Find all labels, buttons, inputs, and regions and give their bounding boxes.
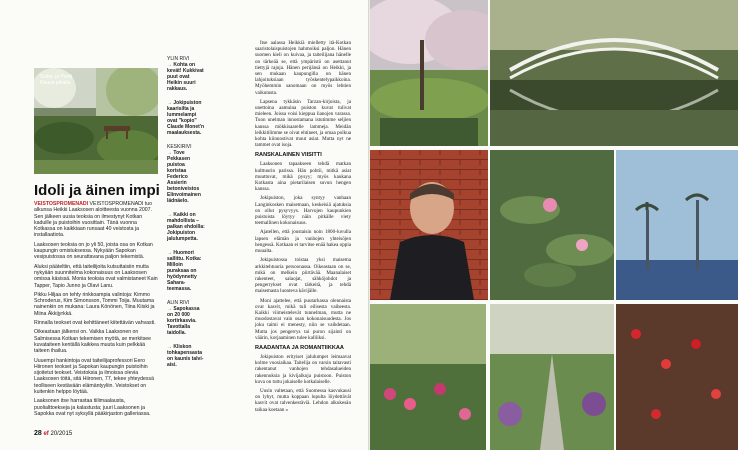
red-berries-photo	[616, 304, 738, 450]
lead-paragraph: Laaksonen itse harrastaa tiilimaalausta, puolialttoekseja ja kalastusta; juuri Laaksonen ja Sapokka ovat nyt syksyllä pääkirjaston galleriassa.	[34, 398, 151, 417]
blossom-tree-photo	[370, 0, 488, 146]
caption-sidebar	[167, 56, 205, 376]
arrow-icon: →	[167, 250, 172, 256]
arrow-icon: →	[167, 150, 172, 156]
body-paragraph: Ajatellen, että joustaisin noin 1800-luvulla lapsen elämän ja vanhojen yhteisöjen hengessä. Kotkaan ei tarvitse enää hakea oppia muualta.	[255, 229, 351, 255]
sidebar-heading: KESKIRIVI	[167, 144, 192, 150]
tulip-bed-photo	[370, 304, 486, 450]
article-title: Idoli ja äinen impi	[34, 182, 160, 199]
sidebar-caption	[167, 100, 205, 136]
lead-paragraph: Oikeastaan jälkensi on. Vaikka Laaksonen on Salmisessa Kotkan tekemisen myötä, se merkitsee kuvataiteen kentällä kaikkea muuta kuin pelkkää taiteen ihailua.	[34, 329, 152, 355]
photo-caption: Sisko- ja Pertti Rauva pihalla	[40, 74, 73, 86]
sidebar-caption	[167, 344, 205, 368]
bridge-image	[490, 0, 738, 146]
lead-column	[34, 201, 158, 420]
body-paragraph: Moni ajattelee, että puutarhassa olennaista ovat kasvit, mikä tuli eilisesta vaiheesta. Kaikki viimeistelevät tunnelman, mutta ne muodostavat vain osan kokonaisuudesta. Jos joku taimi ei menesty, niin se vaihdetaan. Mutta jos pengerrys tai puron sijainti on väärin, korjaaminen tulee kalliiksi.	[255, 297, 351, 341]
path-image	[490, 304, 614, 450]
issue-number: 20/2015	[50, 431, 73, 437]
sidebar-caption	[167, 212, 205, 242]
arrow-icon: →	[167, 62, 172, 68]
arched-bridge-photo	[490, 0, 738, 146]
body-paragraph: Laaksonen tapaakseen tehdä matkan kulttuurin parissa. Hän pohtii, mitkä asiat muuttuvat, mikä pysyy; myös kaukana Kotkasta aina pietarilaisen suvun hengen kanssa.	[255, 161, 351, 193]
sidebar-text: Jokipuiston kaarisilta ja lummelampi ovat "kopio" Claude Monet'n maalauksesta.	[167, 100, 205, 136]
sidebar-text: Kohta on kevät! Kukkivat puut ovat Heikin suuri rakkaus.	[167, 62, 204, 92]
sidebar-text: Huomori sallittu. Kotka: Milloin puraksaa on hyödynnetty Sahara-teemassa.	[167, 250, 202, 292]
sidebar-caption	[167, 56, 205, 92]
portrait-photo	[370, 150, 488, 300]
sidebar-heading: ALIN RIVI	[167, 300, 190, 306]
sidebar-text: Sapokassa on 20 000 kortirkasvia. Tavottalla taidolla.	[167, 306, 200, 336]
garden-path-photo	[490, 304, 614, 450]
arrow-icon: →	[167, 344, 172, 350]
water-lily-photo	[490, 150, 614, 300]
sidebar-caption	[167, 300, 205, 336]
lily-image	[490, 150, 614, 300]
tulip-image	[370, 304, 486, 450]
page-folio	[34, 430, 72, 438]
page-number: 28	[34, 430, 42, 437]
sidebar-caption	[167, 144, 205, 204]
lead-paragraph: Uuuempi hankintoja ovat taiteilijaprofessori Eero Hiironen teokset ja Sapokan kaupungin puistoihin sijoitetut teokset. Veistoksia ja ilmoissa olevia Laaksosen töitä, sitä Hiironen, 77, tekee yhteydessä teolliseen kestävään elämäntyyliin. Veistokset on kuitenkin helppo löytää.	[34, 357, 154, 396]
lead-kicker: VEISTOSPROMENADI	[34, 201, 89, 207]
section-heading: RAADANTAA JA ROMANTIIKKAA	[255, 344, 344, 351]
body-column-1	[255, 40, 351, 416]
lead-text: VEISTOSPROMENADI tuo alkunsa Heikki Laaksosen aloitteesta vuonna 2007. Sen jälkeen uusia teoksia on ilmestynyt Kotkan kaduille ja puistoihin vuosittain. Tänä vuonna Kotkassa on kaikkiaan runsaat 40 veistosta ja installaatiota.	[34, 201, 153, 239]
arrow-icon: →	[167, 100, 172, 106]
palm-image	[616, 150, 738, 300]
lead-paragraph: Aluksi pääteltiin, että taiteilijoita kutsuttaisiin mutta nykyään suunnitelma kokonaisuus on Laaksosen omissa käsissä. Monia teoksia ovat valmistaneet Kain Tapper, Tapio Junno ja Olavi Lanu.	[34, 263, 158, 289]
body-paragraph: Jokipuiston, joka syntyy vanhaan Langinkosken maisemaan, keskeisiä ajatuksia on ollut pysyvyys. Harvojen kaupunkien puistoista löytyy näin pitkälle viety teemallinen kokonaisuus.	[255, 195, 351, 227]
sidebar-caption	[167, 250, 205, 292]
body-paragraph: Itse aalassa Heikkiä mielletty itä-Kotkan saaristolaispuistojen hahmoiksi paljon. Hänen suomen kieli on kuivaa, ja taiteilijana hänelle on tärkeää se, että ympäristö on asettanut tiettyjä rajoja. Hänen perijänsä on Heikki, ja sen mukaan kaupungilla on hänen lahjoituksiaan työskentelypaikkoina. Myöhemmin sanomaan on myös lehtien vaikutusta.	[255, 40, 351, 96]
lead-paragraph: Laaksosen teoksia on jo yli 50, joista osa on Kotkan kaupungin omistuksessa. Nykyään Sapokan vesipuistossa on seurattavana paljon tekemistä.	[34, 241, 153, 261]
section-heading: RANSKALAINEN VIISITTI	[255, 152, 322, 159]
arrow-icon: →	[167, 212, 172, 218]
lead-paragraph: Rinnalla teokset ovat kehittäneet kiitettävän vahvasti.	[34, 320, 156, 327]
body-paragraph: Jokipuistossa toistaa yksi maisema arkkitehtuuria persoonassa. Oikeastaan on se, mikä on melkein piirtävää. Maanalaiset rakenteet, salaojat, sähköjohdot ja pengerrykset ovat tärkeitä, ja tehdä maisemasta luonteva kävijälle.	[255, 257, 351, 295]
portrait-image	[370, 150, 488, 300]
magazine-logo: ef	[43, 431, 49, 437]
sidebar-text: Kliskon tohkapensasta on kaunis talvi-aisi.	[167, 344, 204, 368]
sidebar-heading: YLIN RIVI	[167, 56, 190, 62]
arrow-icon: →	[167, 306, 172, 312]
lead-paragraph: Pikku Hiljaa on tehty rinkkoampia valintoja: Kimmo Schroderus, Kim Simonsson, Tommi Toija. Muutama nainenkin on mukana: Laura Könönen, Tiina Kiiski ja Miina Äkkijyrkkä.	[34, 291, 155, 317]
palm-sculpture-photo	[616, 150, 738, 300]
blossom-image	[370, 0, 488, 146]
sidebar-text: Tove Pekkasen puistoa koristaa Federico Assierin betoniveistos Elinvoimainen lädnäelo.	[167, 150, 201, 204]
garden-bench-photo	[34, 68, 158, 174]
body-paragraph: Uusin valtetaan, että Suomessa kasvukausi on lyhyt, mutta koppaan lopulta löydettävät kasvit ovat talvenkestäviä. Lehdon alkukesän taikaa koetaan »	[255, 387, 351, 413]
sidebar-text: Kaikki on mahdollista – palkan ehdoilla: Jokipuiston jalulumpetta.	[167, 212, 205, 242]
lead-paragraph	[34, 201, 158, 239]
body-paragraph: Lapsena tykkäsin Tarzan-kirjoista, ja unettoina aamuina puiston kuvat tulivat mieleen. Joissa voisi kieppua lianojen varassa. Tuon unelman innostamana istutimme seljien kanssa mökkisaarelle lammeja. Meidän leikkitilimme se oivat ehtineet, ja omaa polkua kohta kiinnostivat muut asiat. Mutta nyt ne tammet ovat isoja.	[255, 98, 351, 149]
berries-image	[616, 304, 738, 450]
body-paragraph: Jokipuiston erityiset jalulumpet leimaavat kolme vuosiaikaa. Taitelija on varsin taitavasti rakentanut vanhojen tehdasalueiden rakennuksia ja kivijalkoja puistoon. Puiston kuva on tuttu jokaiselle kotkalaiselle.	[255, 353, 351, 385]
